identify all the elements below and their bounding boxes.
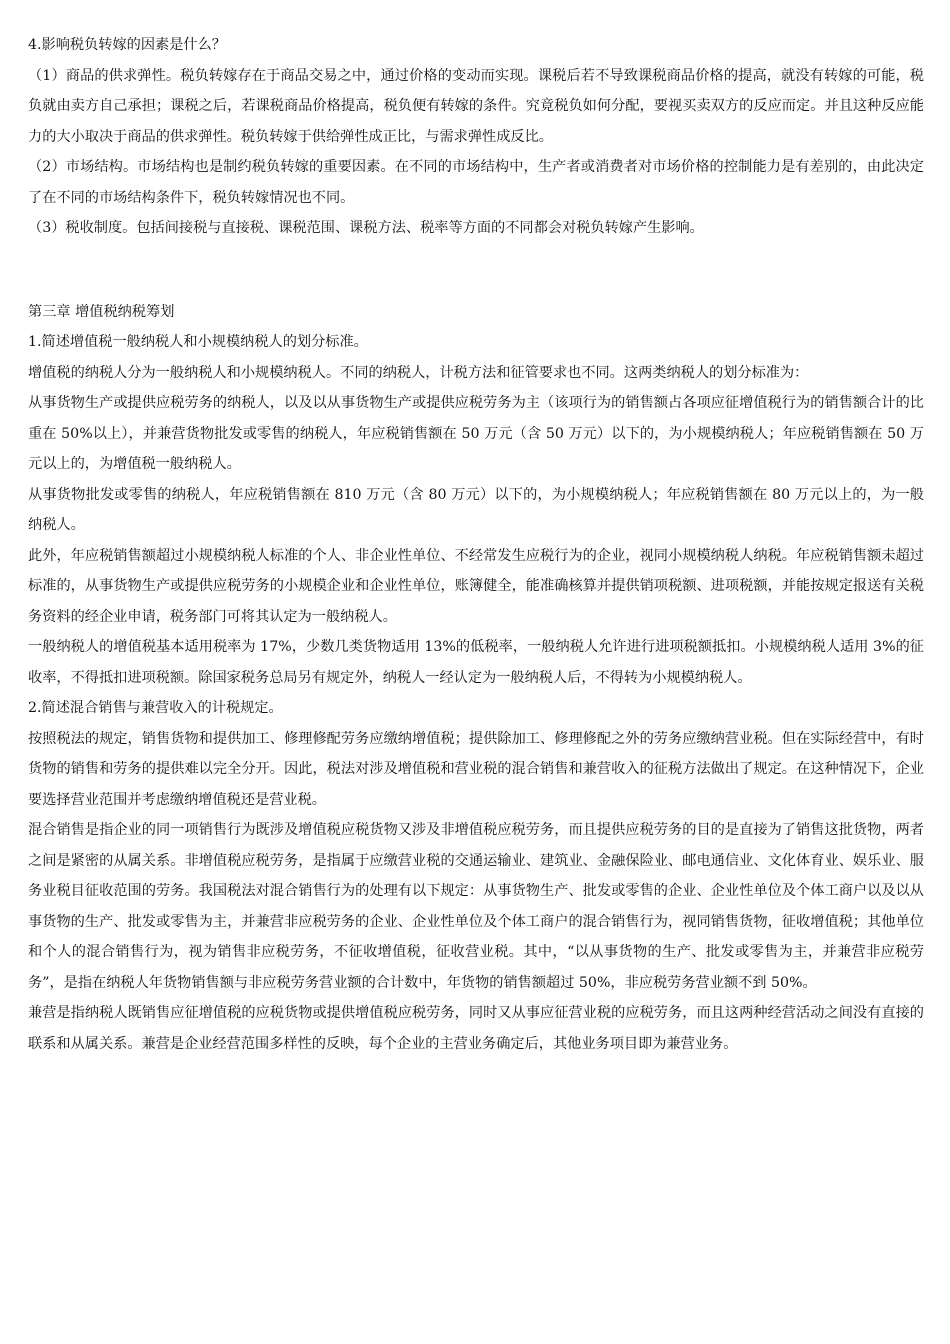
paragraph: （3）税收制度。包括间接税与直接税、课税范围、课税方法、税率等方面的不同都会对税负转嫁产生影响。	[28, 220, 704, 236]
question-heading: 2.简述混合销售与兼营收入的计税规定。	[28, 700, 283, 716]
paragraph: 此外，年应税销售额超过小规模纳税人标准的个人、非企业性单位、不经常发生应税行为的企业，视同小规模纳税人纳税。年应税销售额未超过标准的，从事货物生产或提供应税劳务的小规模企业和企业性单位，账簿健全，能准确核算并提供销项税额、进项税额，并能按规定报送有关税务资料的经企业申请，税务部门可将其认定为一般纳税人。	[28, 547, 924, 625]
paragraph: 从事货物批发或零售的纳税人，年应税销售额在 810 万元（含 80 万元）以下的，为小规模纳税人；年应税销售额在 80 万元以上的，为一般纳税人。	[28, 486, 924, 533]
section-chapter-three	[28, 297, 924, 1060]
paragraph: 兼营是指纳税人既销售应征增值税的应税货物或提供增值税应税劳务，同时又从事应征营业税的应税劳务，而且这两种经营活动之间没有直接的联系和从属关系。兼营是企业经营范围多样性的反映，每个企业的主营业务确定后，其他业务项目即为兼营业务。	[28, 1005, 924, 1052]
question-heading: 4.影响税负转嫁的因素是什么？	[28, 37, 226, 53]
paragraph: 混合销售是指企业的同一项销售行为既涉及增值税应税货物又涉及非增值税应税劳务，而且提供应税劳务的目的是直接为了销售这批货物，两者之间是紧密的从属关系。非增值税应税劳务，是指属于应缴营业税的交通运输业、建筑业、金融保险业、邮电通信业、文化体育业、娱乐业、服务业税目征收范围的劳务。我国税法对混合销售行为的处理有以下规定：从事货物生产、批发或零售的企业、企业性单位及个体工商户以及以从事货物的生产、批发或零售为主，并兼营非应税劳务的企业、企业性单位及个体工商户的混合销售行为，视同销售货物，征收增值税；其他单位和个人的混合销售行为，视为销售非应税劳务，不征收增值税，征收营业税。其中，“以从事货物的生产、批发或零售为主，并兼营非应税劳务”，是指在纳税人年货物销售额与非应税劳务营业额的合计数中，年货物的销售额超过 50%，非应税劳务营业额不到 50%。	[28, 822, 924, 991]
paragraph: 增值税的纳税人分为一般纳税人和小规模纳税人。不同的纳税人，计税方法和征管要求也不同。这两类纳税人的划分标准为：	[28, 364, 809, 381]
paragraph: 按照税法的规定，销售货物和提供加工、修理修配劳务应缴纳增值税；提供除加工、修理修配之外的劳务应缴纳营业税。但在实际经营中，有时货物的销售和劳务的提供难以完全分开。因此，税法对涉及增值税和营业税的混合销售和兼营收入的征税方法做出了规定。在这种情况下，企业要选择营业范围并考虑缴纳增值税还是营业税。	[28, 730, 924, 808]
section-spacer	[28, 244, 924, 297]
chapter-title: 第三章 增值税纳税筹划	[28, 303, 175, 320]
question-heading: 1.简述增值税一般纳税人和小规模纳税人的划分标准。	[28, 334, 368, 350]
section-tax-shifting-factors	[28, 30, 924, 244]
paragraph: 一般纳税人的增值税基本适用税率为 17%，少数几类货物适用 13%的低税率，一般纳税人允许进行进项税额抵扣。小规模纳税人适用 3%的征收率，不得抵扣进项税额。除国家税务总局另有规定外，纳税人一经认定为一般纳税人后，不得转为小规模纳税人。	[28, 639, 924, 686]
paragraph: 从事货物生产或提供应税劳务的纳税人，以及以从事货物生产或提供应税劳务为主（该项行为的销售额占各项应征增值税行为的销售额合计的比重在 50%以上），并兼营货物批发或零售的纳税人，年应税销售额在 50 万元（含 50 万元）以下的，为小规模纳税人；年应税销售额在 50 万元以上的，为增值税一般纳税人。	[28, 395, 924, 472]
paragraph: （1）商品的供求弹性。税负转嫁存在于商品交易之中，通过价格的变动而实现。课税后若不导致课税商品价格的提高，就没有转嫁的可能，税负就由卖方自己承担；课税之后，若课税商品价格提高，税负便有转嫁的条件。究竟税负如何分配，要视买卖双方的反应而定。并且这种反应能力的大小取决于商品的供求弹性。税负转嫁于供给弹性成正比，与需求弹性成反比。	[28, 67, 924, 145]
paragraph: （2）市场结构。市场结构也是制约税负转嫁的重要因素。在不同的市场结构中，生产者或消费者对市场价格的控制能力是有差别的，由此决定了在不同的市场结构条件下，税负转嫁情况也不同。	[28, 159, 924, 206]
